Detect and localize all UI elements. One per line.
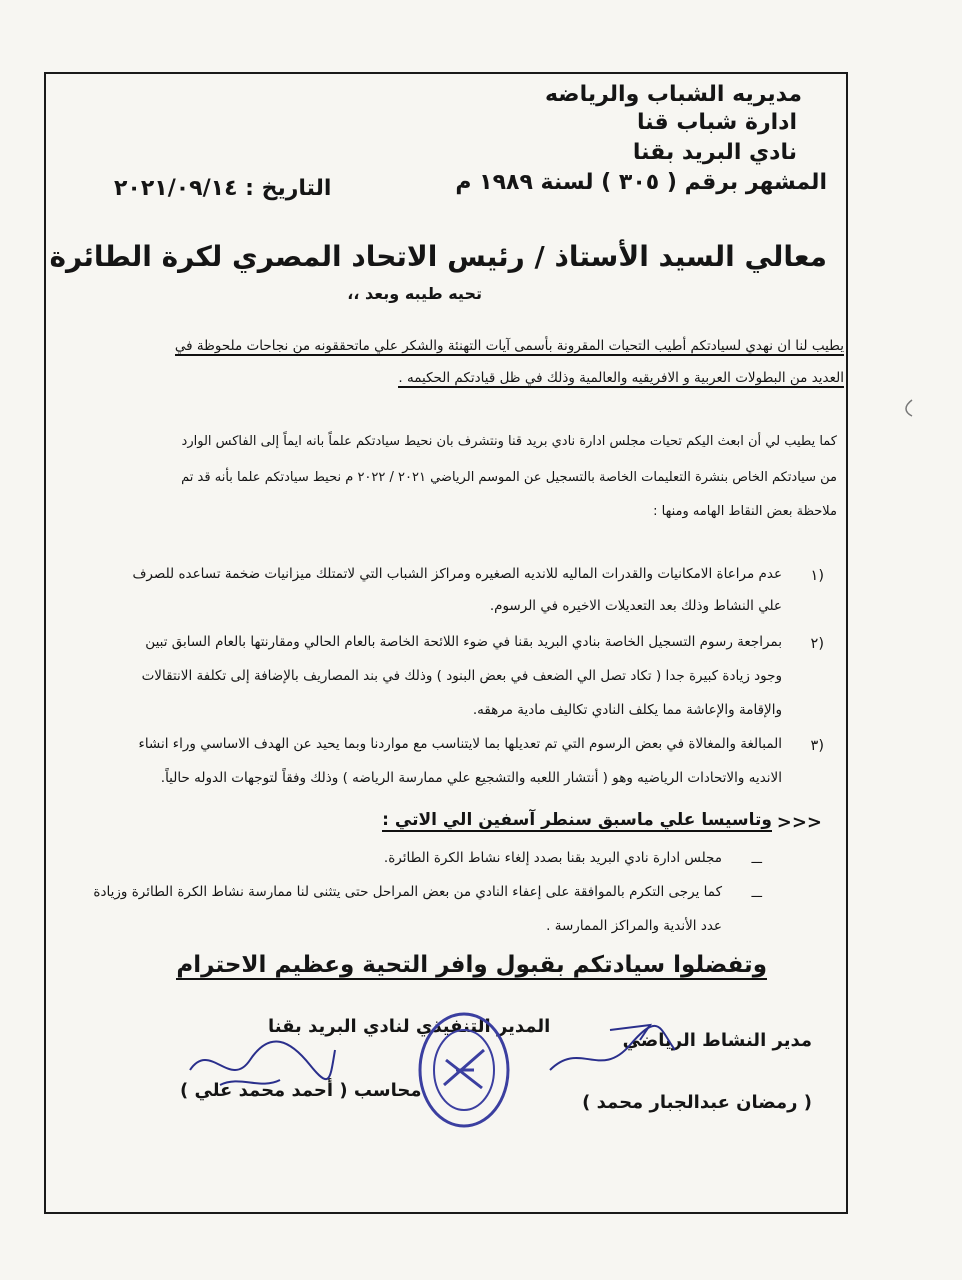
para-line-2: من سيادتكم الخاص بنشرة التعليمات الخاصة بالتسجيل عن الموسم الرياضي ٢٠٢١ / ٢٠٢٢ م نحيط سيادتكم علما بأنه قد تم — [181, 470, 837, 485]
item-2-line-2: عدد الأندية والمراكز الممارسة . — [546, 918, 722, 934]
left-signatory-name: محاسب ( أحمد محمد علي ) — [180, 1080, 422, 1101]
right-signatory-name: ( رمضان عبدالجبار محمد ) — [582, 1092, 812, 1113]
closing-line: وتفضلوا سيادتكم بقبول وافر التحية وعظيم الاحترام — [176, 952, 767, 978]
point-3-line-1: المبالغة والمغالاة في بعض الرسوم التي تم تعديلها بما لايتناسب مع مواردنا وبما يحيد عن الهدف الاساسي وراء انشاء — [138, 736, 782, 752]
para-line-3: ملاحظة بعض النقاط الهامه ومنها : — [653, 504, 837, 519]
item-1-text: مجلس ادارة نادي البريد بقنا بصدد إلغاء نشاط الكرة الطائرة. — [383, 850, 722, 866]
point-3-line-2: الانديه والاتحادات الرياضيه وهو ( أنتشار اللعبه والتشجيع علي ممارسة الرياضه ) وذلك وفقاً لتوجهات الدوله حالياً. — [160, 770, 782, 786]
item-1-dash: ـــ — [751, 852, 762, 866]
para-line-1: كما يطيب لي أن ابعث اليكم تحيات مجلس ادارة نادي بريد قنا ونتشرف بان نحيط سيادتكم علماً بانه ايماً إلى الفاكس الوارد — [181, 434, 837, 449]
margin-mark-icon — [902, 398, 916, 418]
addressee-title: معالي السيد الأستاذ / رئيس الاتحاد المصري لكرة الطائرة — [49, 240, 827, 273]
right-signature-scribble — [540, 1010, 680, 1090]
conclusion-heading: وتاسيسا علي ماسبق سنطر آسفين الي الاتي : — [382, 810, 772, 830]
right-signatory-title: مدير النشاط الرياضي — [622, 1030, 812, 1051]
point-3-number: ٣) — [810, 738, 824, 754]
intro-line-2: العديد من البطولات العربية و الافريقيه والعالمية وذلك في ظل قيادتكم الحكيمه . — [398, 370, 844, 386]
item-2-line-1: كما يرجى التكرم بالموافقة على إعفاء النادي من بعض المراحل حتى يتثنى لنا ممارسة نشاط الكرة الطائرة وزيادة — [93, 884, 722, 900]
item-2-dash: ـــ — [751, 886, 762, 900]
header-club-name: نادي البريد بقنا — [632, 140, 797, 165]
header-administration: ادارة شباب قنا — [637, 110, 797, 135]
intro-line-1: يطيب لنا ان نهدي لسيادتكم أطيب التحيات المقرونة بأسمى آيات التهنئة والشكر علي ماتحققونه من نجاحات ملحوظة في — [174, 338, 844, 354]
point-2-line-1: بمراجعة رسوم التسجيل الخاصة بنادي البريد بقنا في ضوء اللائحة الخاصة بالعام الحالي ومقارنتها بالعام السابق تبين — [145, 634, 782, 650]
point-1-line-1: عدم مراعاة الامكانيات والقدرات الماليه للانديه الصغيره ومراكز الشباب التي لاتمتلك ميزانيات ضخمة تساعده للصرف — [132, 566, 782, 582]
left-signatory-title: المدير التنفيذي لنادي البريد بقنا — [268, 1016, 551, 1037]
point-2-line-2: وجود زيادة كبيرة جدا ( تكاد تصل الي الضعف في بعض البنود ) وذلك في بند المصاريف بالإضافة إلى تكلفة الانتقالات — [141, 668, 782, 684]
left-signature-scribble — [180, 1020, 340, 1100]
point-1-line-2: علي النشاط وذلك بعد التعديلات الاخيره في الرسوم. — [489, 598, 782, 614]
point-1-number: ١) — [810, 568, 824, 584]
point-2-line-3: والإقامة والإعاشة مما يكلف النادي تكاليف مادية مرهقه. — [472, 702, 782, 718]
header-directorate: مديريه الشباب والرياضه — [544, 82, 802, 107]
conclusion-arrows: >>> — [776, 812, 822, 833]
header-registration: المشهر برقم ( ٣٠٥ ) لسنة ١٩٨٩ م — [455, 170, 827, 195]
greeting: تحيه طيبه وبعد ،، — [347, 284, 482, 303]
document-date: التاريخ : ٢٠٢١/٠٩/١٤ — [114, 176, 332, 201]
point-2-number: ٢) — [810, 636, 824, 652]
official-stamp — [416, 1010, 512, 1130]
